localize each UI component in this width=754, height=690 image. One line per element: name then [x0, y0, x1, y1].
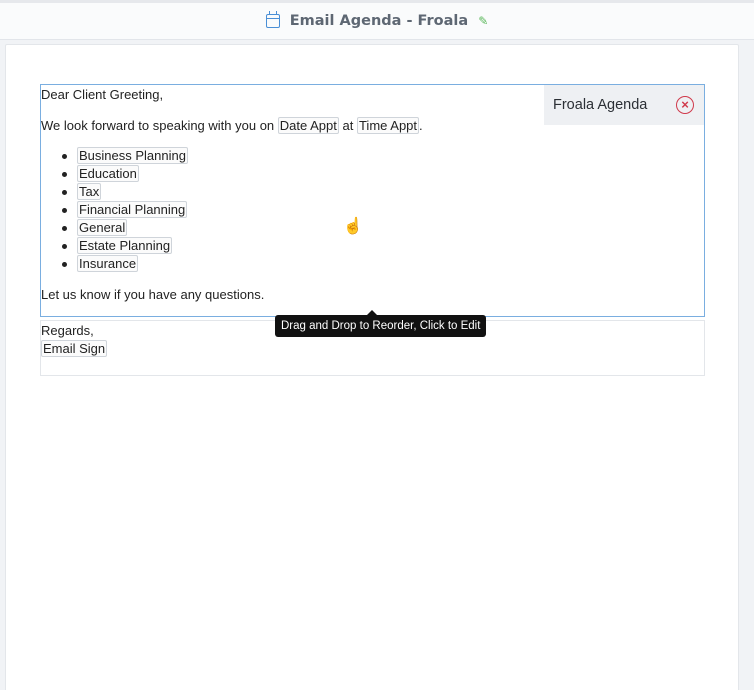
block-label-panel [544, 85, 704, 125]
close-circle-icon[interactable]: × [676, 96, 694, 114]
drag-tooltip: Drag and Drop to Reorder, Click to Edit [275, 315, 486, 337]
signature-line [41, 340, 107, 358]
time-appt-token[interactable]: Time Appt [358, 118, 418, 133]
topic-token[interactable]: Estate Planning [79, 238, 171, 253]
intro-text-after: . [419, 118, 423, 133]
topic-token[interactable]: Tax [79, 184, 100, 199]
list-item [77, 255, 188, 273]
intro-paragraph [41, 117, 423, 135]
list-item [77, 237, 188, 255]
date-appt-token[interactable]: Date Appt [279, 118, 337, 133]
page-title: Email Agenda - Froala [289, 13, 469, 29]
calendar-icon [266, 14, 280, 28]
email-sign-token[interactable]: Email Sign [43, 341, 106, 356]
list-item [77, 201, 188, 219]
topic-token[interactable]: General [79, 220, 126, 235]
pencil-icon[interactable]: ✎ [478, 14, 489, 28]
intro-text-mid: at [338, 118, 357, 133]
block-label: Froala Agenda [553, 97, 648, 113]
list-item [77, 165, 188, 183]
topic-list [77, 147, 188, 273]
closing-text: Let us know if you have any questions. [41, 287, 265, 302]
list-item [77, 183, 188, 201]
top-bar [0, 0, 754, 40]
hand-cursor-icon: ☝ [343, 218, 363, 235]
agenda-block[interactable] [40, 84, 705, 317]
topic-token[interactable]: Business Planning [79, 148, 186, 163]
title-wrap [266, 13, 489, 29]
topic-token[interactable]: Financial Planning [79, 202, 186, 217]
intro-text-before: We look forward to speaking with you on [41, 118, 278, 133]
list-item [77, 147, 188, 165]
topic-token[interactable]: Insurance [79, 256, 137, 271]
list-item [77, 219, 188, 237]
topic-token[interactable]: Education [79, 166, 137, 181]
regards-text: Regards, [41, 323, 94, 338]
greeting-text: Dear Client Greeting, [41, 87, 164, 102]
